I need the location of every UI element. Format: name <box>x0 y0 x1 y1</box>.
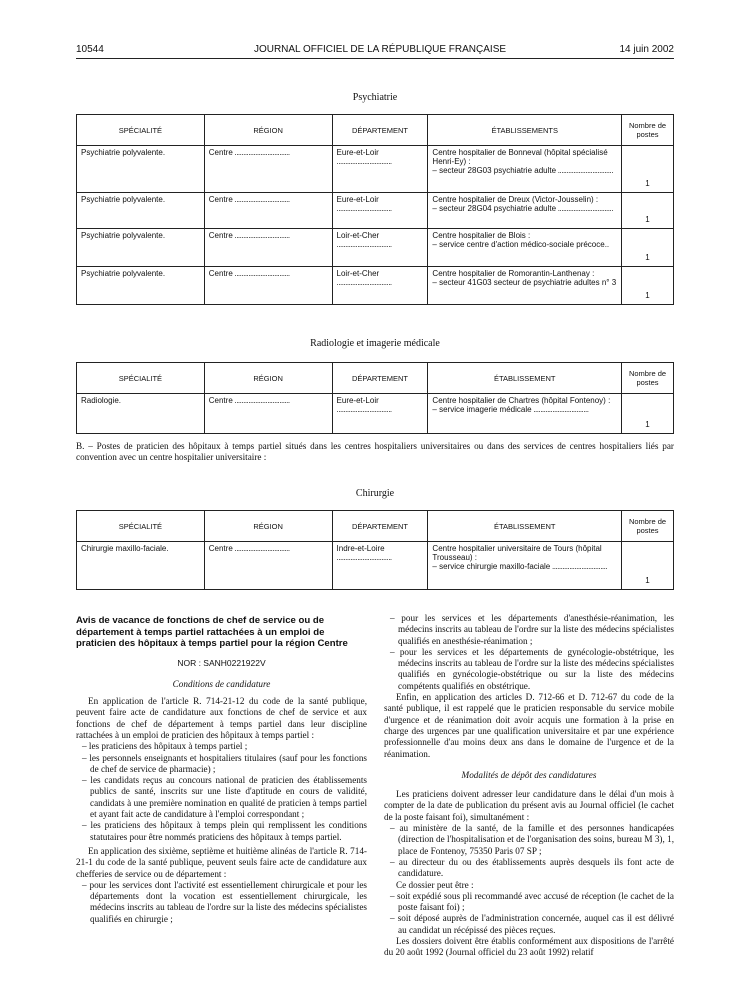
cell-departement: Loir-et-Cher ..... <box>337 269 392 287</box>
cell-region: Centre ..... <box>209 544 290 553</box>
section-title-psychiatrie: Psychiatrie <box>352 92 398 103</box>
page-date: 14 juin 2002 <box>619 44 674 55</box>
list-item: – les praticiens des hôpitaux à temps partiel ; <box>82 741 248 752</box>
cell-specialite: Radiologie. <box>77 394 205 434</box>
avis-right-column <box>384 613 674 959</box>
cell-etablissement: Centre hospitalier universitaire de Tours (hôpital Trousseau) : <box>432 544 602 562</box>
list-item: – pour les services et les départements de gynécologie-obstétrique, les médecins inscrits au tableau de l'ordre sur la liste des médecins spécialistes qualifiés en gynécologie-obstétrique ou sur la liste des médecins compétents qualifiés en obstétrique. <box>390 646 674 691</box>
cell-service: – secteur 41G03 secteur de psychiatrie adultes n° 3 <box>432 278 617 287</box>
list-item: – soit expédié sous pli recommandé avec accusé de réception (le cachet de la poste faisant foi) ; <box>390 890 674 913</box>
list-item: – au directeur du ou des établissements auprès desquels ils font acte de candidature. <box>390 856 674 879</box>
col-specialite: SPÉCIALITÉ <box>77 363 205 394</box>
cell-nombre: 1 <box>622 542 674 590</box>
cell-region: Centre ..... <box>209 148 290 157</box>
cell-departement: Eure-et-Loir ..... <box>337 396 392 414</box>
cell-specialite: Psychiatrie polyvalente. <box>77 146 205 193</box>
paragraph: En application de l'article R. 714-21-12 du code de la santé publique, peuvent faire acte de candidature aux fonctions de chef de service et aux fonctions de chef de département à temps partiel dans leur discipline rattachées à un emploi de praticien des hôpitaux à temps partiel : <box>76 696 367 740</box>
cell-departement: Eure-et-Loir ..... <box>337 148 392 166</box>
table-header-row <box>77 511 674 542</box>
col-nombre: Nombre de postes <box>622 115 674 146</box>
conditions-title: Conditions de candidature <box>172 678 271 689</box>
col-departement: DÉPARTEMENT <box>332 115 428 146</box>
avis-left-column <box>76 615 367 925</box>
col-etablissement: ÉTABLISSEMENT <box>428 363 622 394</box>
col-etablissement: ÉTABLISSEMENT <box>428 511 622 542</box>
cell-region: Centre ..... <box>209 269 290 278</box>
cell-specialite: Psychiatrie polyvalente. <box>77 193 205 229</box>
col-etablissements: ÉTABLISSEMENTS <box>428 115 622 146</box>
page-number: 10544 <box>76 44 104 55</box>
cell-etablissement: Centre hospitalier de Chartres (hôpital Fontenoy) : <box>432 396 611 405</box>
cell-departement: Indre-et-Loire ..... <box>337 544 392 562</box>
note-b: B. – Postes de praticien des hôpitaux à temps partiel situés dans les centres hospitaliers universitaires ou dans des services de centres hospitaliers liés par convention avec un centre hospitalier universitaire : <box>76 441 674 462</box>
table-row <box>77 146 674 193</box>
col-region: RÉGION <box>204 363 332 394</box>
journal-title: JOURNAL OFFICIEL DE LA RÉPUBLIQUE FRANÇAISE <box>253 44 507 55</box>
paragraph: Les praticiens doivent adresser leur candidature dans le délai d'un mois à compter de la date de publication du présent avis au Journal officiel (le cachet de la poste faisant foi), simultanément : <box>384 789 674 822</box>
list-item: – pour les services dont l'activité est essentiellement chirurgicale et pour les départements dont la vocation est essentiellement chirurgicale, les médecins inscrits au tableau de l'ordre sur la liste des médecins spécialistes qualifiés en chirurgie ; <box>82 879 367 924</box>
cell-service: – secteur 28G04 psychiatrie adulte ..... <box>432 204 617 213</box>
radiologie-table <box>76 362 674 434</box>
col-nombre: Nombre de postes <box>622 363 674 394</box>
cell-region: Centre ..... <box>209 195 290 204</box>
cell-etablissement: Centre hospitalier de Blois : <box>432 231 531 240</box>
table-header-row <box>77 115 674 146</box>
list-item: – soit déposé auprès de l'administration concernée, auquel cas il est délivré au candidat un récépissé des pièces reçues. <box>390 913 674 935</box>
cell-nombre: 1 <box>622 229 674 267</box>
col-nombre: Nombre de postes <box>622 511 674 542</box>
cell-etablissement: Centre hospitalier de Bonneval (hôpital spécialisé Henri-Ey) : <box>432 148 608 166</box>
cell-region: Centre ..... <box>209 396 290 405</box>
col-region: RÉGION <box>204 511 332 542</box>
cell-departement: Loir-et-Cher ..... <box>337 231 392 249</box>
cell-departement: Eure-et-Loir ..... <box>337 195 392 213</box>
table-row <box>77 193 674 229</box>
cell-etablissement: Centre hospitalier de Romorantin-Lanthenay : <box>432 269 595 278</box>
table-row <box>77 229 674 267</box>
header-rule <box>76 58 674 59</box>
list-item: – les candidats reçus au concours national de praticien des établissements publics de santé, inscrits sur une liste d'aptitude en cours de validité, candidats à une première nomination en qualité de praticien à temps partiel et ayant fait acte de candidature à l'emploi correspondant ; <box>82 775 367 820</box>
col-departement: DÉPARTEMENT <box>332 363 428 394</box>
cell-nombre: 1 <box>622 267 674 305</box>
cell-service: – service centre d'action médico-sociale précoce.. <box>432 240 610 249</box>
section-title-radiologie: Radiologie et imagerie médicale <box>310 338 440 349</box>
cell-service: – service imagerie médicale ..... <box>432 405 617 414</box>
paragraph: Enfin, en application des articles D. 712-66 et D. 712-67 du code de la santé publique, il est rappelé que le praticien responsable du service mobile d'urgence et de réanimation doit avoir acquis une formation à la prise en charge des urgences par une qualification universitaire et par une expérience professionnelle d'au moins deux ans dans le domaine de l'urgence et de la réanimation. <box>384 692 674 759</box>
modalites-title: Modalités de dépôt des candidatures <box>461 769 597 780</box>
cell-specialite: Chirurgie maxillo-faciale. <box>77 542 205 590</box>
cell-etablissement: Centre hospitalier de Dreux (Victor-Jousselin) : <box>432 195 599 204</box>
cell-service: – secteur 28G03 psychiatrie adulte ..... <box>432 166 617 175</box>
nor-reference: NOR : SANH0221922V <box>177 657 266 668</box>
psychiatrie-table <box>76 114 674 305</box>
table-row <box>77 542 674 590</box>
table-row <box>77 267 674 305</box>
table-header-row <box>77 363 674 394</box>
list-item: – pour les services et les départements d'anesthésie-réanimation, les médecins inscrits au tableau de l'ordre sur la liste des médecins spécialistes qualifiés en anesthésie-réanimation ; <box>390 613 674 646</box>
table-row <box>77 394 674 434</box>
col-specialite: SPÉCIALITÉ <box>77 115 205 146</box>
col-specialite: SPÉCIALITÉ <box>77 511 205 542</box>
col-departement: DÉPARTEMENT <box>332 511 428 542</box>
cell-nombre: 1 <box>622 193 674 229</box>
paragraph: En application des sixième, septième et huitième alinéas de l'article R. 714-21-1 du code de la santé publique, peuvent seuls faire acte de candidature aux chefferies de service ou de département : <box>76 845 367 879</box>
paragraph: Ce dossier peut être : <box>396 879 474 890</box>
cell-region: Centre ..... <box>209 231 290 240</box>
paragraph: Les dossiers doivent être établis conformément aux dispositions de l'arrêté du 20 août 1992 (Journal officiel du 23 août 1992) relatif <box>384 936 674 958</box>
cell-service: – service chirurgie maxillo-faciale ..... <box>432 562 617 571</box>
cell-specialite: Psychiatrie polyvalente. <box>77 229 205 267</box>
avis-title: Avis de vacance de fonctions de chef de service ou de département à temps partiel rattachées à un emploi de praticien des hôpitaux à temps partiel pour la région Centre <box>76 615 348 649</box>
cell-nombre: 1 <box>622 394 674 434</box>
section-title-chirurgie: Chirurgie <box>355 488 395 499</box>
chirurgie-table <box>76 510 674 590</box>
list-item: – les personnels enseignants et hospitaliers titulaires (sauf pour les fonctions de chef de service de pharmacie) ; <box>82 752 367 774</box>
list-item: – les praticiens des hôpitaux à temps plein qui remplissent les conditions statutaires pour être nommés praticiens des hôpitaux à temps partiel. <box>82 820 367 842</box>
list-item: – au ministère de la santé, de la famille et des personnes handicapées (direction de l'hospitalisation et de l'organisation des soins, bureau M 3), 1, place de Fontenoy, 75350 Paris 07 SP ; <box>390 823 674 856</box>
col-region: RÉGION <box>204 115 332 146</box>
cell-specialite: Psychiatrie polyvalente. <box>77 267 205 305</box>
cell-nombre: 1 <box>622 146 674 193</box>
